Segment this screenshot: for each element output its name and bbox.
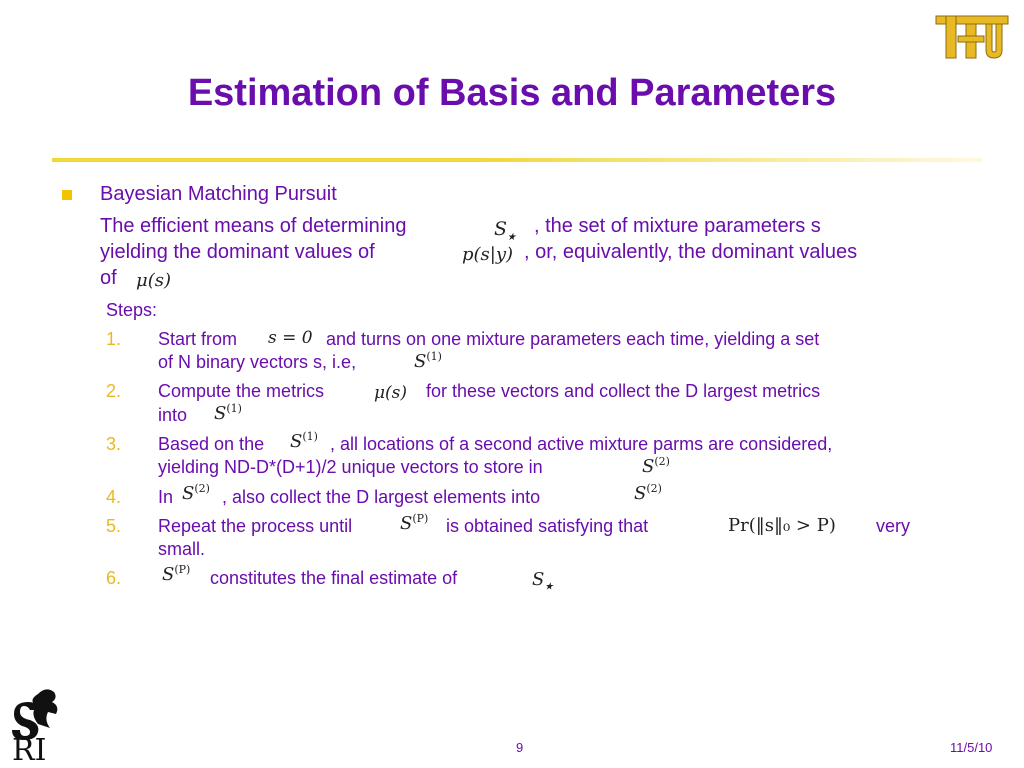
math-s-star-2: $S^{(2)}$ — [642, 455, 670, 477]
math-s-eq-0: s = 0 — [268, 328, 313, 348]
math-s-star-p: $S^{(P)}$ — [400, 512, 429, 534]
step-3-text-c: yielding ND-D*(D+1)/2 unique vectors to store in — [158, 457, 543, 477]
step-5-text-a: Repeat the process until — [158, 516, 353, 536]
desc-line2b: , or, equivalently, the dominant values — [524, 241, 858, 263]
math-s-star-1: $S^{(1)}$ — [414, 350, 442, 372]
step-4-text-a: In — [158, 487, 174, 507]
step-2-text-b: for these vectors and collect the D largest metrics — [426, 381, 821, 401]
math-s-star-2b: $S^{(2)}$ — [182, 482, 210, 504]
step-3-text-b: , all locations of a second active mixture parms are considered, — [330, 434, 833, 454]
math-mu-s-2: μ(s) — [374, 383, 408, 403]
title-divider — [52, 158, 982, 162]
ttu-logo — [932, 10, 1012, 62]
math-p-s-y: p(s|y) — [462, 244, 514, 265]
step-2-number: 2. — [106, 381, 122, 401]
slide-date: 11/5/10 — [950, 740, 993, 755]
math-s-star-1b: $S^{(1)}$ — [214, 402, 242, 424]
desc-line2a: yielding the dominant values of — [100, 241, 375, 263]
svg-text:RI: RI — [12, 733, 47, 764]
page-number: 9 — [516, 740, 524, 755]
bullet-square-icon — [62, 190, 72, 200]
step-2-text-c: into — [158, 405, 188, 425]
step-5-text-c: very — [876, 516, 911, 536]
step-5-text-d: small. — [158, 539, 206, 559]
slide-title: Estimation of Basis and Parameters — [187, 72, 837, 114]
math-pr-norm: Pr(‖s‖₀ > P) — [728, 515, 836, 536]
lab-logo — [8, 684, 78, 764]
desc-line3: of — [100, 267, 117, 289]
step-1-text-a: Start from — [158, 329, 238, 349]
math-s-star-2c: $S^{(2)}$ — [634, 482, 662, 504]
step-6-text-b: constitutes the final estimate of — [210, 568, 458, 588]
math-s-star-p2: $S^{(P)}$ — [162, 563, 191, 585]
bullet-heading: Bayesian Matching Pursuit — [100, 183, 337, 205]
step-3-text-a: Based on the — [158, 434, 265, 454]
step-4-text-b: , also collect the D largest elements into — [222, 487, 541, 507]
step-5-number: 5. — [106, 516, 122, 536]
step-3-number: 3. — [106, 434, 122, 454]
step-1-number: 1. — [106, 329, 122, 349]
step-6-number: 6. — [106, 568, 122, 588]
desc-line1a: The efficient means of determining — [100, 215, 407, 237]
steps-label: Steps: — [106, 300, 158, 320]
step-1-text-b: and turns on one mixture parameters each time, yielding a set — [326, 329, 820, 349]
desc-line1b: , the set of mixture parameters s — [534, 215, 821, 237]
math-mu-s: μ(s) — [136, 270, 171, 291]
step-4-number: 4. — [106, 487, 122, 507]
step-1-text-c: of N binary vectors s, i.e, — [158, 352, 357, 372]
math-s-star-1c: $S^{(1)}$ — [290, 430, 318, 452]
math-s-star: $S_★$ — [494, 218, 516, 243]
math-s-star-final: $S_★$ — [532, 569, 554, 593]
step-5-text-b: is obtained satisfying that — [446, 516, 649, 536]
step-2-text-a: Compute the metrics — [158, 381, 325, 401]
